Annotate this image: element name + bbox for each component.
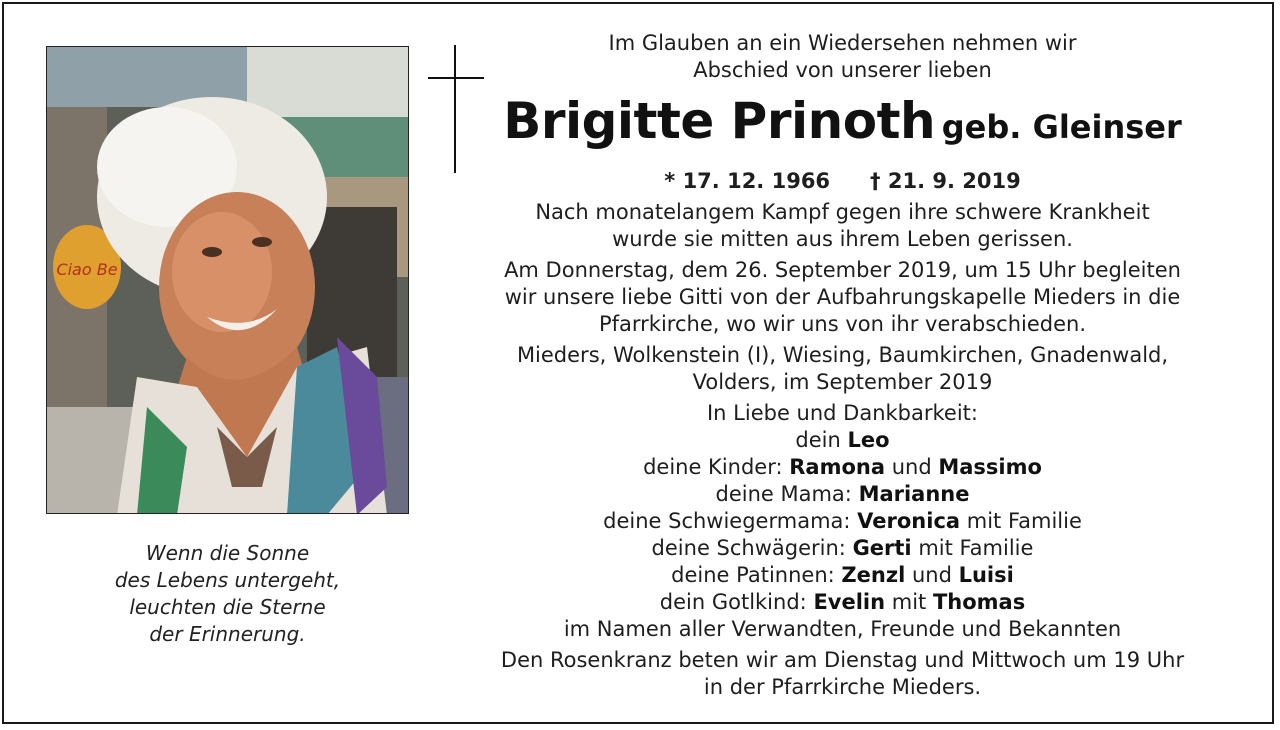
mourner-row xyxy=(470,589,1215,616)
quote-line: des Lebens untergeht, xyxy=(114,568,341,592)
text-line: Am Donnerstag, dem 26. September 2019, um 15 Uhr begleiten xyxy=(504,258,1181,282)
mourner-row xyxy=(470,427,1215,454)
mourner-row xyxy=(470,535,1215,562)
mourner-row xyxy=(470,454,1215,481)
mourner-name: Marianne xyxy=(858,482,970,506)
family-suffix: mit Familie xyxy=(966,509,1082,533)
illness-paragraph xyxy=(470,199,1215,253)
sign-text: Ciao Be xyxy=(56,260,118,279)
conjunction: und xyxy=(911,563,952,587)
quote-line: leuchten die Sterne xyxy=(129,595,326,619)
deceased-name-row xyxy=(470,90,1215,162)
mourner-row xyxy=(470,481,1215,508)
mourner-name: Luisi xyxy=(958,563,1014,587)
mourner-name: Ramona xyxy=(789,455,886,479)
family-suffix: mit Familie xyxy=(918,536,1034,560)
relation-label: deine Schwiegermama: xyxy=(603,509,851,533)
relation-label: deine Kinder: xyxy=(643,455,783,479)
relation-label: deine Schwägerin: xyxy=(651,536,846,560)
portrait-photo xyxy=(46,46,409,514)
mourner-row xyxy=(470,562,1215,589)
funeral-paragraph xyxy=(470,257,1215,338)
birth-name: geb. Gleinser xyxy=(941,108,1182,146)
mourner-name: Thomas xyxy=(932,590,1026,614)
relation-label: dein xyxy=(795,428,841,452)
obituary-text xyxy=(470,30,1215,705)
life-dates xyxy=(470,168,1215,195)
death-date: † 21. 9. 2019 xyxy=(870,169,1021,193)
text-line: Volders, im September 2019 xyxy=(692,370,993,394)
rosary-paragraph xyxy=(470,647,1215,701)
intro-line: Abschied von unserer lieben xyxy=(693,58,992,82)
text-line: Mieders, Wolkenstein (I), Wiesing, Baumkirchen, Gnadenwald, xyxy=(516,343,1169,367)
mourners-closing: im Namen aller Verwandten, Freunde und Bekannten xyxy=(563,617,1122,641)
mourner-name: Evelin xyxy=(813,590,886,614)
memorial-quote xyxy=(46,540,409,648)
mourner-name: Veronica xyxy=(857,509,961,533)
mourner-row xyxy=(470,508,1215,535)
text-line: wir unsere liebe Gitti von der Aufbahrungskapelle Mieders in die xyxy=(504,285,1181,309)
mourners-intro: In Liebe und Dankbarkeit: xyxy=(706,401,978,425)
text-line: wurde sie mitten aus ihrem Leben gerissen. xyxy=(612,227,1073,251)
intro-line: Im Glauben an ein Wiedersehen nehmen wir xyxy=(608,31,1077,55)
text-line: Den Rosenkranz beten wir am Dienstag und Mittwoch um 19 Uhr xyxy=(500,648,1185,672)
mourner-name: Zenzl xyxy=(841,563,906,587)
text-line: Nach monatelangem Kampf gegen ihre schwere Krankheit xyxy=(535,200,1150,224)
mourner-name: Massimo xyxy=(938,455,1042,479)
quote-line: der Erinnerung. xyxy=(149,622,306,646)
conjunction: mit xyxy=(891,590,927,614)
deceased-name: Brigitte Prinoth xyxy=(503,92,936,150)
conjunction: und xyxy=(891,455,932,479)
relation-label: deine Mama: xyxy=(715,482,852,506)
mourners-list xyxy=(470,400,1215,643)
birth-date: * 17. 12. 1966 xyxy=(664,169,831,193)
places-paragraph xyxy=(470,342,1215,396)
text-line: Pfarrkirche, wo wir uns von ihr verabschieden. xyxy=(598,312,1087,336)
text-line: in der Pfarrkirche Mieders. xyxy=(703,675,982,699)
relation-label: dein Gotlkind: xyxy=(659,590,807,614)
quote-line: Wenn die Sonne xyxy=(145,541,310,565)
mourner-name: Leo xyxy=(847,428,890,452)
mourner-name: Gerti xyxy=(852,536,912,560)
relation-label: deine Patinnen: xyxy=(671,563,835,587)
